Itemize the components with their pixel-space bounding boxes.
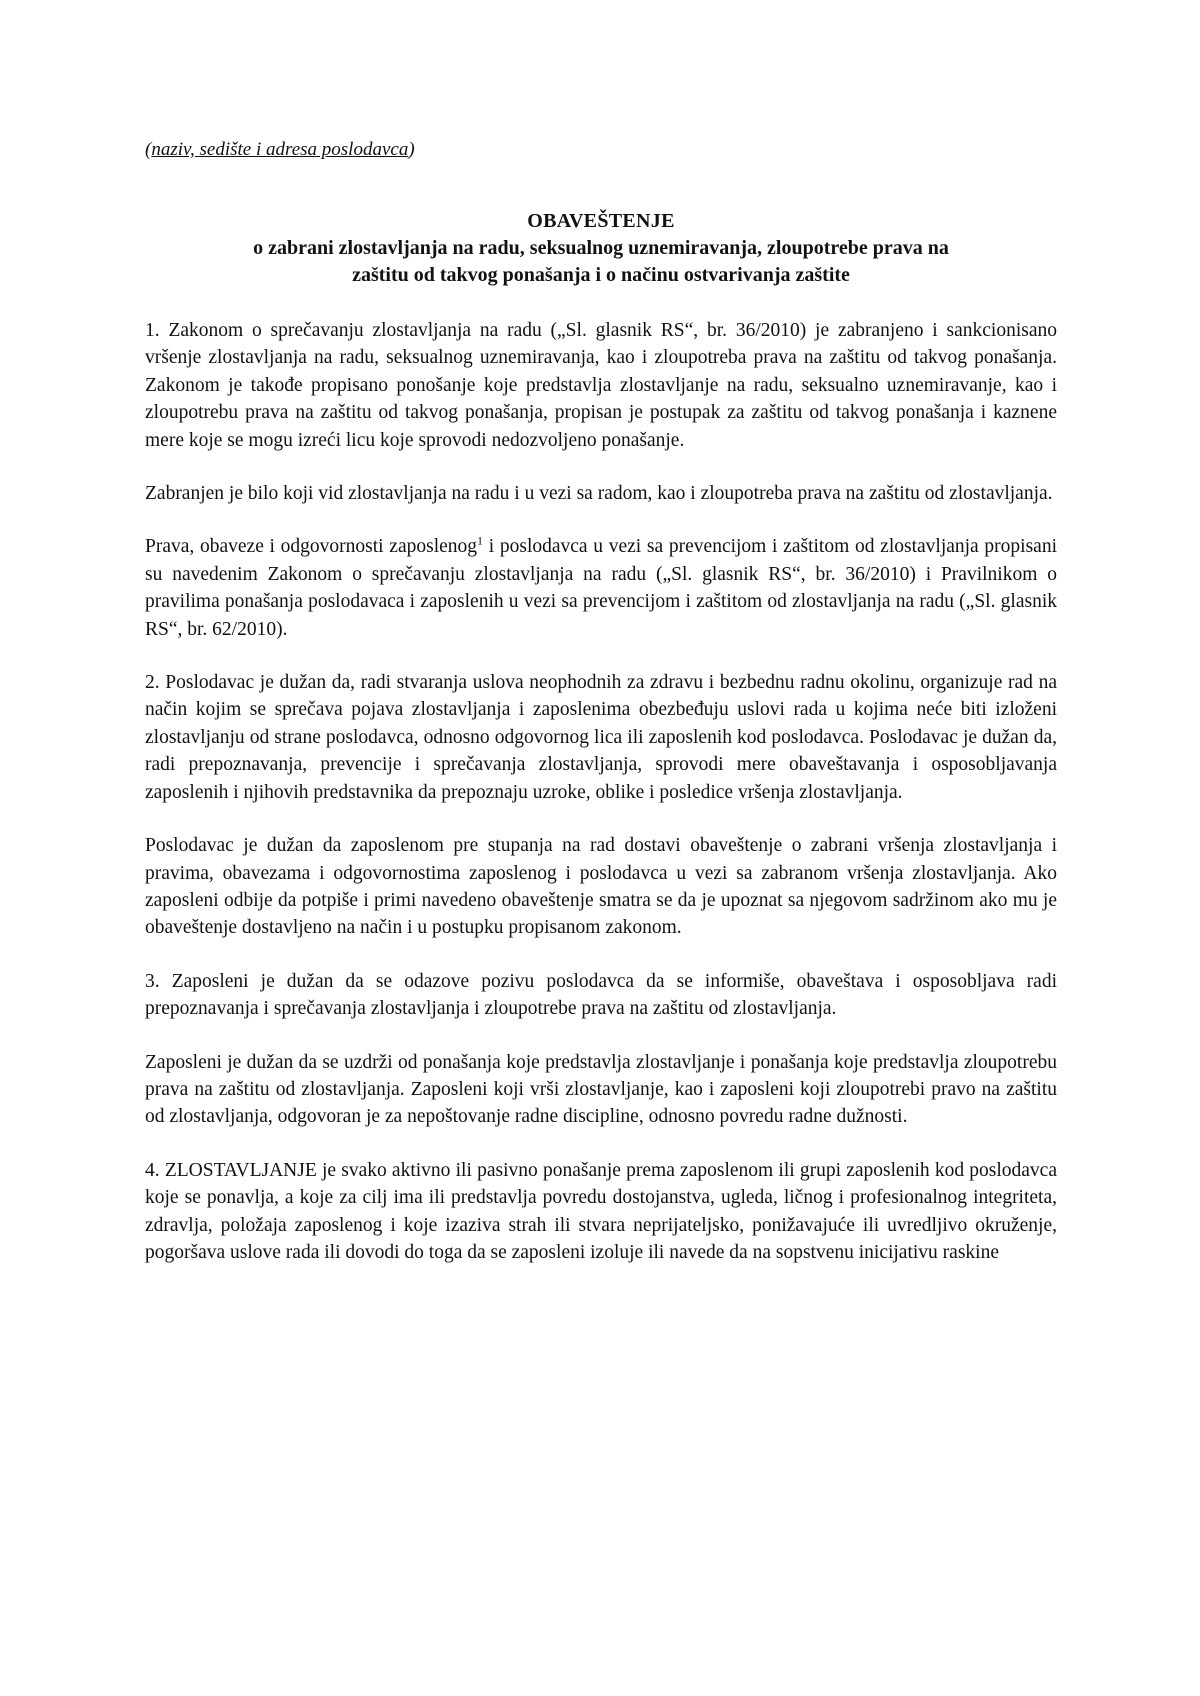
- title-main: OBAVEŠTENJE: [527, 210, 675, 232]
- paragraph-2: Zabranjen je bilo koji vid zlostavljanja na radu i u vezi sa radom, kao i zloupotreba prava na zaštitu od zlostavljanja.: [145, 483, 1053, 505]
- document-title: [145, 208, 1057, 289]
- employer-placeholder: naziv, sedište i adresa poslodavca: [151, 139, 409, 160]
- paragraph-7: Zaposleni je dužan da se uzdrži od ponašanja koje predstavlja zlostavljanje i ponašanja koje predstavlja zloupotrebu prava na zaštitu od zlostavljanja. Zaposleni koji vrši zlostavljanje, kao i zaposleni koji zloupotrebi pravo na zaštitu od zlostavljanja, odgovoran je za nepoštovanje radne discipline, odnosno povredu radne dužnosti.: [145, 1051, 1057, 1128]
- paragraph-4: 2. Poslodavac je dužan da, radi stvaranja uslova neophodnih za zdravu i bezbednu radnu okolinu, organizuje rad na način kojim se sprečava pojava zlostavljanja i zaposlenima obezbeđuju uslovi rada u kojima neće biti izloženi zlostavljanju od strane poslodavca, odnosno odgovornog lica ili zaposlenih kod poslodavca. Poslodavac je dužan da, radi prepoznavanja, prevencije i sprečavanja zlostavljanja, sprovodi mere obaveštavanja i osposobljavanja zaposlenih i njihovih predstavnika da prepoznaju uzroke, oblike i posledice vršenja zlostavljanja.: [145, 672, 1057, 803]
- paragraph-3-start: Prava, obaveze i odgovornosti zaposlenog: [145, 536, 478, 558]
- title-line-1: o zabrani zlostavljanja na radu, seksualnog uznemiravanja, zloupotrebe prava na: [253, 237, 949, 259]
- close-paren: ): [408, 139, 415, 160]
- paragraph-8: 4. ZLOSTAVLJANJE je svako aktivno ili pasivno ponašanje prema zaposlenom ili grupi zaposlenih kod poslodavca koje se ponavlja, a koje za cilj ima ili predstavlja povredu dostojanstva, ugleda, ličnog i profesionalnog integriteta, zdravlja, položaja zaposlenog i koje izaziva strah ili stvara neprijateljsko, ponižavajuće ili uvredljivo okruženje, pogoršava uslove rada ili dovodi do toga da se zaposleni izoluje ili navede da na sopstvenu inicijativu raskine: [145, 1159, 1057, 1263]
- employer-placeholder-line: [145, 138, 1057, 162]
- open-paren: (: [145, 139, 152, 160]
- document-page: [145, 138, 1057, 1292]
- paragraph-5: Poslodavac je dužan da zaposlenom pre stupanja na rad dostavi obaveštenje o zabrani vršenja zlostavljanja i pravima, obavezama i odgovornostima zaposlenog i poslodavca u vezi sa zabranom vršenja zlostavljanja. Ako zaposleni odbije da potpiše i primi navedeno obaveštenje smatra se da je upoznat sa njegovom sadržinom ako mu je obaveštenje dostavljeno na način i u postupku propisanom zakonom.: [145, 835, 1057, 939]
- footnote-marker: 1: [477, 533, 484, 548]
- paragraph-3: [145, 533, 1057, 643]
- title-line-2: zaštitu od takvog ponašanja i o načinu ostvarivanja zaštite: [352, 264, 850, 286]
- paragraph-6: 3. Zaposleni je dužan da se odazove pozivu poslodavca da se informiše, obaveštava i osposobljava radi prepoznavanja i sprečavanja zlostavljanja i zloupotrebe prava na zaštitu od zlostavljanja.: [145, 970, 1057, 1020]
- paragraph-1: 1. Zakonom o sprečavanju zlostavljanja na radu („Sl. glasnik RS“, br. 36/2010) je zabranjeno i sankcionisano vršenje zlostavljanja na radu, seksualnog uznemiravanja, kao i zloupotreba prava na zaštitu od takvog ponašanja. Zakonom je takođe propisano ponošanje koje predstavlja zlostavljanje na radu, seksualno uznemiravanje, kao i zloupotrebu prava na zaštitu od takvog ponašanja, propisan je postupak za zaštitu od takvog ponašanja i kaznene mere koje se mogu izreći licu koje sprovodi nedozvoljeno ponašanje.: [145, 320, 1057, 451]
- paragraph-3-end: i poslodavca u vezi sa prevencijom i zaštitom od zlostavljanja propisani su navedenim Zakonom o sprečavanju zlostavljanja na radu („Sl. glasnik RS“, br. 36/2010) i Pravilnikom o pravilima ponašanja poslodavaca i zaposlenih u vezi sa prevencijom i zaštitom od zlostavljanja na radu („Sl. glasnik RS“, br. 62/2010).: [145, 536, 1057, 640]
